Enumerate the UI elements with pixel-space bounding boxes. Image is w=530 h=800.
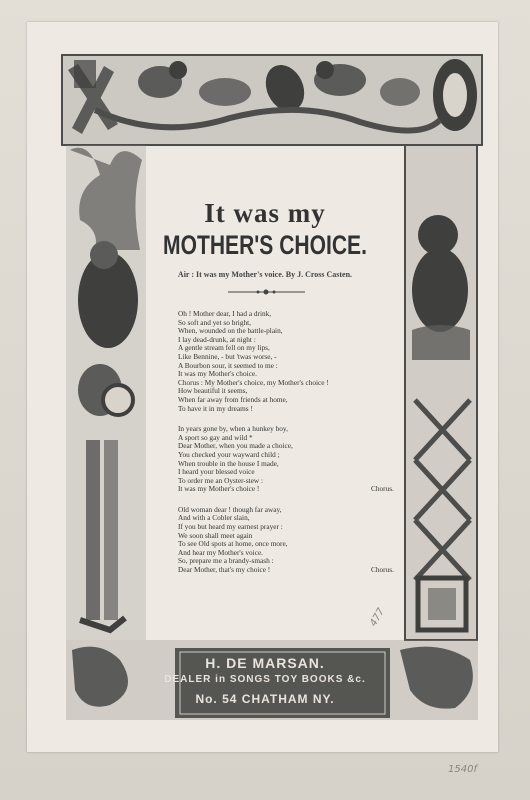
lyric-line: Oh ! Mother dear, I had a drink, bbox=[178, 309, 272, 318]
stamp-line-2: DEALER in SONGS TOY BOOKS &c. bbox=[164, 674, 366, 685]
lyric-line: When, wounded on the battle-plain, bbox=[178, 326, 283, 336]
lyrics-block bbox=[178, 310, 393, 575]
lyric-line: It was my Mother's choice ! Chorus. bbox=[178, 484, 394, 494]
stamp-line-3: No. 54 CHATHAM NY. bbox=[195, 692, 335, 706]
pencil-note-corner: 1540f bbox=[448, 764, 477, 775]
lyric-line: Dear Mother, that's my choice ! Chorus. bbox=[178, 565, 394, 575]
lyric-line: To order me an Oyster-stew : bbox=[178, 475, 264, 485]
lyric-line: To have it in my dreams ! bbox=[178, 403, 253, 413]
lyric-line: I heard your blessed voice bbox=[178, 467, 255, 477]
lyric-line: You checked your wayward child ; bbox=[178, 449, 280, 459]
pencil-note-side: 477 bbox=[368, 606, 388, 629]
lyric-line: And hear my Mother's voice. bbox=[178, 547, 264, 557]
stamp-line-1: H. DE MARSAN. bbox=[205, 655, 325, 671]
lyric-line: It was my Mother's choice. bbox=[178, 369, 257, 379]
title-line-1: It was my bbox=[204, 198, 326, 228]
lyric-line: In years gone by, when a hunkey boy, bbox=[178, 424, 288, 434]
lyric-line: I lay dead-drunk, at night : bbox=[178, 334, 256, 344]
chorus-tag: Chorus. bbox=[371, 484, 394, 494]
lyric-line: We soon shall meet again bbox=[178, 530, 253, 540]
lyric-line: A sport so gay and wild * bbox=[178, 432, 253, 442]
verse-1 bbox=[178, 310, 393, 413]
lyric-line: Chorus : My Mother's choice, my Mother's choice ! bbox=[178, 377, 329, 387]
top-frieze bbox=[62, 55, 482, 145]
lyric-line: So, prepare me a brandy-smash : bbox=[178, 556, 274, 566]
lyric-line: A gentle stream fell on my lips, bbox=[178, 343, 270, 353]
air-credit-line: Air : It was my Mother's voice. By J. Cross Casten. bbox=[177, 270, 353, 279]
title-line-2: MOTHER'S CHOICE. bbox=[163, 230, 367, 260]
verse-2 bbox=[178, 425, 393, 494]
lyric-line: Old woman dear ! though far away, bbox=[178, 504, 282, 514]
lyric-line: So soft and yet so bright, bbox=[178, 317, 251, 327]
lyric-line: How beautiful it seems, bbox=[178, 386, 248, 396]
lyric-line: And with a Cobler slain, bbox=[178, 513, 250, 523]
lyric-line: A Bourbon sour, it seemed to me : bbox=[178, 360, 278, 370]
lyric-line: If you but heard my earnest prayer : bbox=[178, 522, 283, 532]
verse-3 bbox=[178, 506, 393, 575]
divider-ornament bbox=[228, 290, 305, 295]
lyric-line: Dear Mother, when you made a choice, bbox=[178, 441, 293, 451]
lyric-line: To see Old spots at home, once more, bbox=[178, 539, 288, 549]
lyric-line: When trouble in the house I made, bbox=[178, 458, 279, 468]
lyric-line: When far away from friends at home, bbox=[178, 394, 288, 404]
lyric-line: Like Bennine, - but 'twas worse, - bbox=[178, 351, 277, 361]
chorus-tag: Chorus. bbox=[371, 565, 394, 575]
